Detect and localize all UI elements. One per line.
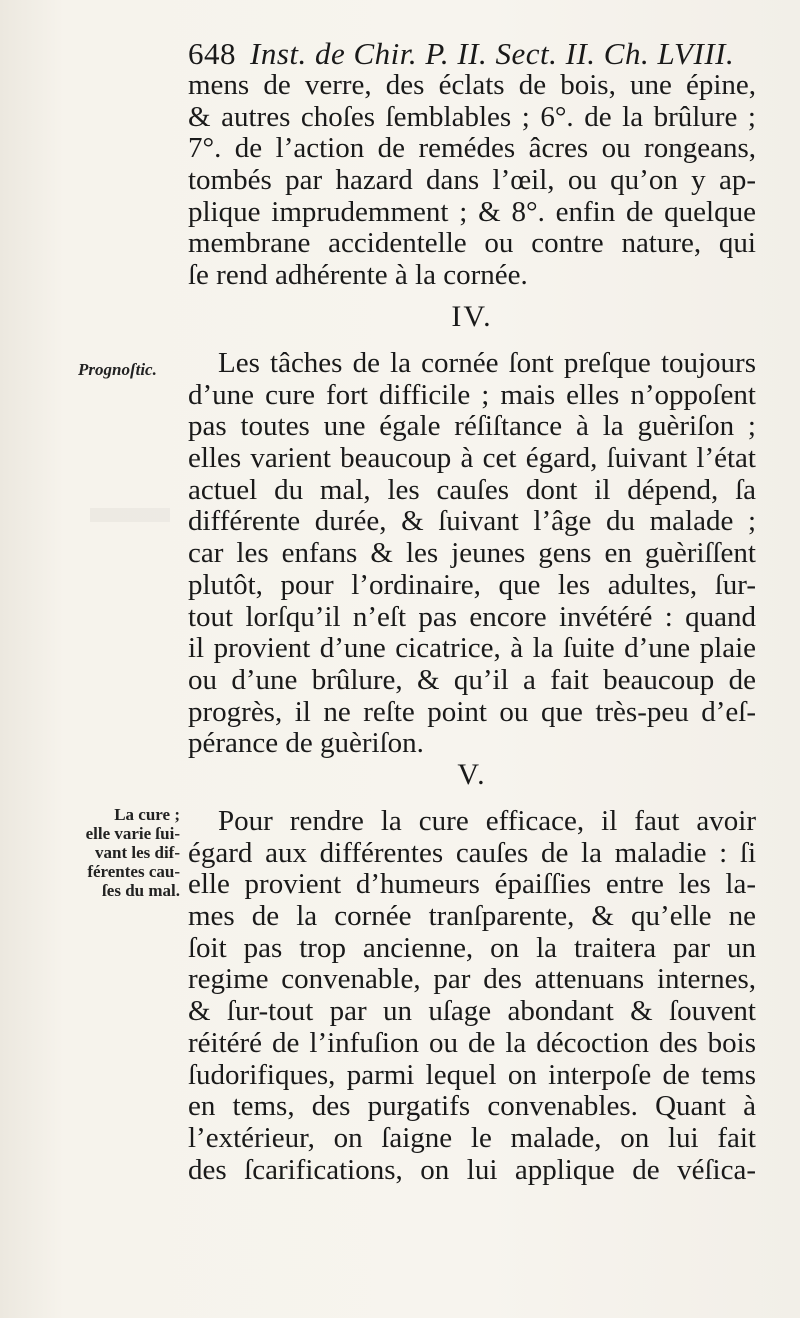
text-line: égard aux différentes cauſes de la maladie : ſi xyxy=(188,836,756,869)
text-line: mens de verre, des éclats de bois, une épine, xyxy=(188,69,756,101)
text-line: car les enfans & les jeunes gens en guèriſſent xyxy=(188,537,756,570)
margin-note-line: ſes du mal. xyxy=(102,881,180,900)
text-line: réitéré de l’infuſion ou de la décoction des bois xyxy=(188,1026,756,1059)
margin-note-line: elle varie ſui- xyxy=(85,824,180,843)
text-line: plutôt, pour l’ordinaire, que les adultes, ſur- xyxy=(188,568,756,601)
running-header xyxy=(188,36,758,72)
text-line: actuel du mal, les cauſes dont il dépend, ſa xyxy=(188,473,756,506)
running-title: Inst. de Chir. P. II. Sect. II. Ch. LVIII. xyxy=(250,36,735,71)
margin-note-line: férentes cau- xyxy=(87,862,180,881)
text-line: 7°. de l’action de remédes âcres ou rongeans, xyxy=(188,132,756,165)
top-paragraph xyxy=(188,70,756,292)
text-line: ou d’une brûlure, & qu’il a fait beaucoup de xyxy=(188,663,756,696)
text-line: mes de la cornée tranſparente, & qu’elle ne xyxy=(188,900,756,933)
margin-note-prognostic: Prognoſtic. xyxy=(78,360,157,379)
text-line: progrès, il ne reſte point ou que très-peu d’eſ- xyxy=(188,695,756,728)
text-line: l’extérieur, on ſaigne le malade, on lui fait xyxy=(188,1121,756,1154)
section-heading-iv: IV. xyxy=(451,300,493,333)
text-line: en tems, des purgatifs convenables. Quant à xyxy=(188,1090,756,1123)
text-line: plique imprudemment ; & 8°. enfin de quelque xyxy=(188,195,756,228)
margin-note-line: La cure ; xyxy=(114,805,180,824)
text-line: tombés par hazard dans l’œil, ou qu’on y ap- xyxy=(188,164,756,197)
text-line: membrane accidentelle ou contre nature, qui xyxy=(188,227,756,260)
text-line: elle provient d’humeurs épaiſſies entre les la- xyxy=(188,868,756,901)
text-line: & ſur-tout par un uſage abondant & ſouvent xyxy=(188,995,756,1028)
text-line: ſudorifiques, parmi lequel on interpoſe de tems xyxy=(188,1058,756,1091)
bleed-through-mark xyxy=(90,508,170,522)
margin-note-line: vant les dif- xyxy=(95,843,180,862)
text-line: des ſcarifications, on lui applique de véſica- xyxy=(188,1153,756,1186)
text-line: il provient d’une cicatrice, à la ſuite d’une plaie xyxy=(188,632,756,665)
section-v-paragraph xyxy=(188,806,756,1186)
section-iv-paragraph xyxy=(188,348,756,760)
text-line: Les tâches de la cornée ſont preſque toujours xyxy=(218,347,756,379)
text-line: différente durée, & ſuivant l’âge du malade ; xyxy=(188,505,756,538)
page-number: 648 xyxy=(188,36,236,71)
text-line: d’une cure fort difficile ; mais elles n’oppoſent xyxy=(188,378,756,411)
margin-note-cure xyxy=(58,805,180,900)
text-line: pas toutes une égale réſiſtance à la guèriſon ; xyxy=(188,410,756,443)
section-heading-v: V. xyxy=(457,758,487,791)
text-line: Pour rendre la cure efficace, il faut avoir xyxy=(218,805,756,837)
text-line: regime convenable, par des attenuans internes, xyxy=(188,963,756,996)
text-line: & autres choſes ſemblables ; 6°. de la brûlure ; xyxy=(188,100,756,133)
text-line: ſe rend adhérente à la cornée. xyxy=(188,259,528,292)
text-line: ſoit pas trop ancienne, on la traitera par un xyxy=(188,931,756,964)
text-line: elles varient beaucoup à cet égard, ſuivant l’état xyxy=(188,442,756,475)
text-line: pérance de guèriſon. xyxy=(188,727,424,760)
text-line: tout lorſqu’il n’eſt pas encore invétéré : quand xyxy=(188,600,756,633)
